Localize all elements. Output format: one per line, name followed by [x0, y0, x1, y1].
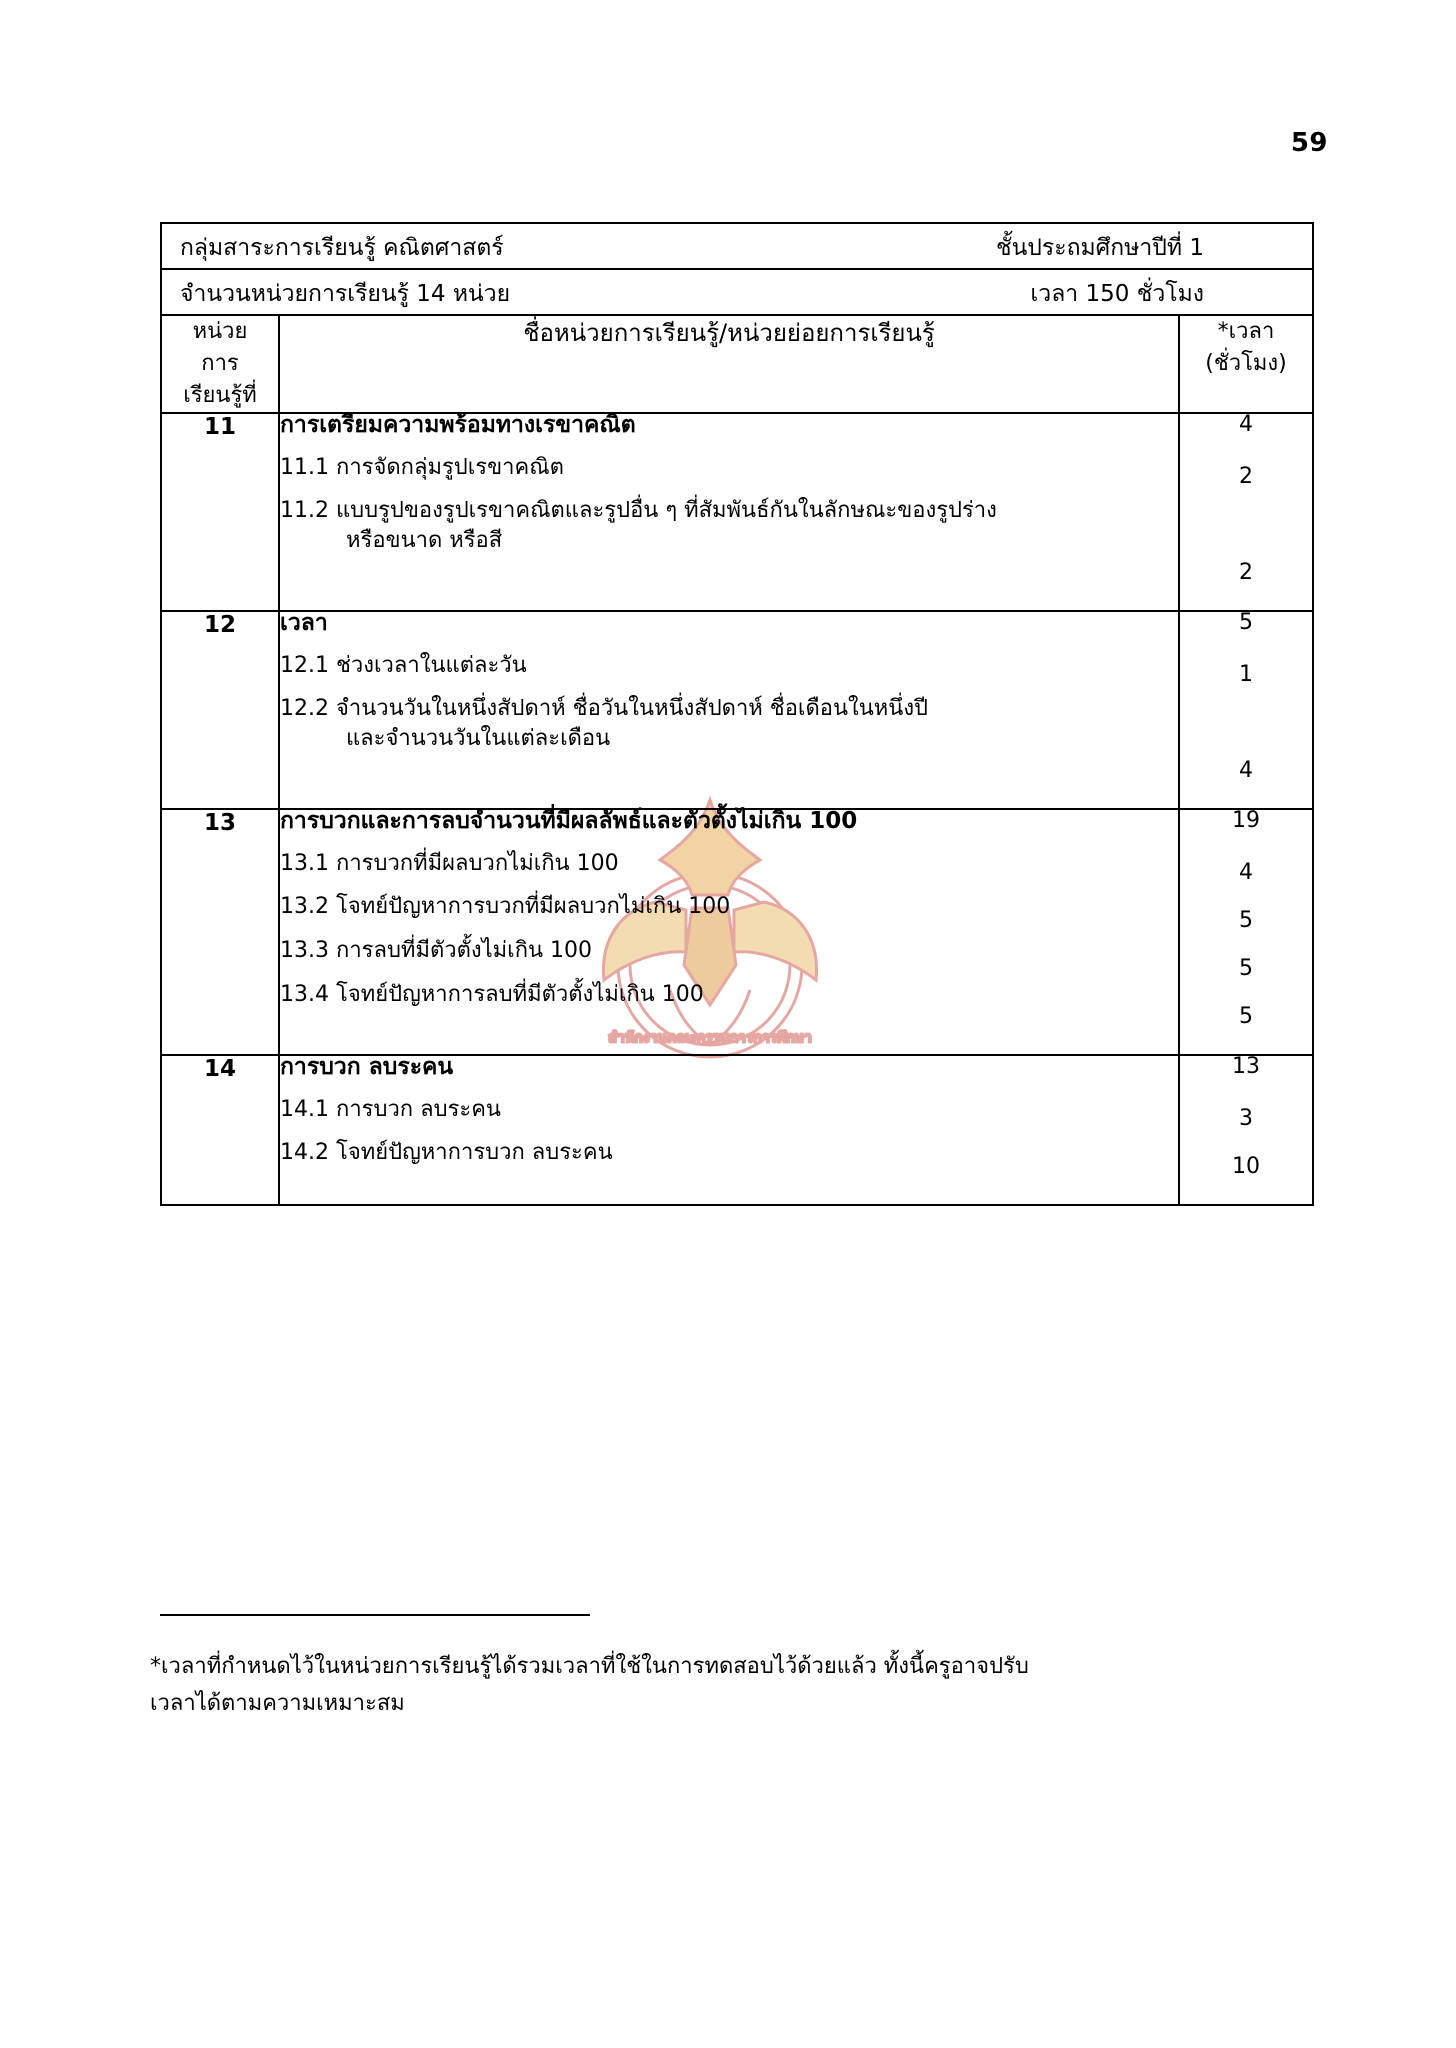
sub-unit-number: 14.2	[280, 1140, 329, 1166]
sub-unit-text-cont: หรือขนาด หรือสี	[346, 528, 503, 554]
column-header-time	[1179, 315, 1313, 413]
spacer	[1180, 514, 1312, 562]
sub-unit	[280, 651, 1178, 681]
sub-unit	[280, 1138, 1178, 1168]
sub-unit-time: 5	[1239, 907, 1253, 933]
unit-time-total: 13	[1232, 1053, 1260, 1079]
sub-unit-text: การลบที่มีตัวตั้งไม่เกิน 100	[336, 938, 593, 964]
sub-unit	[280, 892, 1178, 922]
sub-unit-number: 13.2	[280, 894, 329, 920]
sub-unit-text: การจัดกลุ่มรูปเรขาคณิต	[336, 454, 564, 480]
page-number: 59	[1290, 128, 1328, 158]
table-column-headers	[161, 315, 1313, 413]
footnote-divider	[160, 1614, 590, 1616]
footnote-line-1: *เวลาที่กำหนดไว้ในหน่วยการเรียนรู้ได้รวมเวลาที่ใช้ในการทดสอบไว้ด้วยแล้ว ทั้งนี้ครูอาจปรับ	[150, 1654, 1029, 1679]
sub-unit	[280, 496, 1178, 555]
unit-number: 11	[161, 413, 279, 611]
sub-unit-time: 4	[1239, 757, 1253, 783]
svg-text:สำนักงานคณะกรรมการการศึกษา: สำนักงานคณะกรรมการการศึกษา	[608, 1030, 812, 1046]
sub-unit-text: การบวก ลบระคน	[336, 1096, 501, 1122]
footnote-line-2: เวลาได้ตามความเหมาะสม	[150, 1691, 405, 1717]
column-header-unit-no-l1: หน่วย	[192, 319, 248, 344]
unit-time	[1179, 611, 1313, 809]
header-grade: ชั้นประถมศึกษาปีที่ 1	[995, 235, 1204, 261]
sub-unit-number: 13.1	[280, 850, 329, 876]
sub-unit-time: 10	[1232, 1153, 1260, 1179]
column-header-unit-no	[161, 315, 279, 413]
sub-unit-number: 12.1	[280, 652, 329, 678]
sub-unit	[280, 849, 1178, 879]
unit-time-total: 4	[1239, 411, 1253, 437]
unit-title: เวลา	[280, 609, 328, 636]
sub-unit-text: แบบรูปของรูปเรขาคณิตและรูปอื่น ๆ ที่สัมพันธ์กันในลักษณะของรูปร่าง	[336, 498, 997, 524]
header-units: จำนวนหน่วยการเรียนรู้ 14 หน่วย	[180, 281, 511, 307]
table-row	[161, 413, 1313, 611]
column-header-unit-no-l3: เรียนรู้ที่	[183, 382, 257, 408]
sub-unit-text: จำนวนวันในหนึ่งสัปดาห์ ชื่อวันในหนึ่งสัปดาห์ ชื่อเดือนในหนึ่งปี	[336, 696, 929, 722]
header-subject: กลุ่มสาระการเรียนรู้ คณิตศาสตร์	[180, 235, 504, 261]
sub-unit	[280, 694, 1178, 753]
sub-unit-time: 5	[1239, 1003, 1253, 1029]
sub-unit-text: ช่วงเวลาในแต่ละวัน	[336, 652, 527, 678]
unit-time	[1179, 1055, 1313, 1205]
unit-title: การเตรียมความพร้อมทางเรขาคณิต	[280, 411, 636, 438]
unit-content	[279, 809, 1179, 1055]
sub-unit-time: 5	[1239, 955, 1253, 981]
unit-time	[1179, 809, 1313, 1055]
sub-unit-time: 2	[1239, 559, 1253, 585]
table-header-line1	[161, 223, 1313, 269]
column-header-time-l1: *เวลา	[1217, 319, 1275, 344]
column-header-time-l2: (ชั่วโมง)	[1205, 350, 1287, 376]
sub-unit-time: 2	[1239, 463, 1253, 489]
column-header-unit-name: ชื่อหน่วยการเรียนรู้/หน่วยย่อยการเรียนรู้	[279, 315, 1179, 413]
spacer	[1180, 712, 1312, 760]
unit-time-total: 5	[1239, 609, 1253, 635]
sub-unit	[280, 1095, 1178, 1125]
header-hours: เวลา 150 ชั่วโมง	[1030, 281, 1204, 307]
footnote	[150, 1648, 1330, 1723]
sub-unit-time: 1	[1239, 661, 1253, 687]
unit-content	[279, 413, 1179, 611]
sub-unit-text-cont: และจำนวนวันในแต่ละเดือน	[346, 726, 611, 752]
sub-unit-time: 3	[1239, 1105, 1253, 1131]
unit-title: การบวกและการลบจำนวนที่มีผลลัพธ์และตัวตั้งไม่เกิน 100	[280, 807, 858, 834]
unit-number: 14	[161, 1055, 279, 1205]
sub-unit-number: 12.2	[280, 696, 329, 722]
table-row	[161, 611, 1313, 809]
unit-time	[1179, 413, 1313, 611]
sub-unit-text: การบวกที่มีผลบวกไม่เกิน 100	[336, 850, 619, 876]
table-row	[161, 1055, 1313, 1205]
unit-title: การบวก ลบระคน	[280, 1053, 454, 1080]
unit-number: 12	[161, 611, 279, 809]
learning-unit-table	[160, 222, 1312, 1206]
sub-unit-number: 11.2	[280, 498, 329, 524]
unit-number: 13	[161, 809, 279, 1055]
sub-unit-number: 14.1	[280, 1096, 329, 1122]
sub-unit-text: โจทย์ปัญหาการลบที่มีตัวตั้งไม่เกิน 100	[336, 981, 704, 1007]
sub-unit-number: 13.4	[280, 981, 329, 1007]
sub-unit-number: 13.3	[280, 938, 329, 964]
sub-unit	[280, 453, 1178, 483]
unit-content	[279, 611, 1179, 809]
sub-unit-text: โจทย์ปัญหาการบวกที่มีผลบวกไม่เกิน 100	[336, 894, 731, 920]
sub-unit	[280, 980, 1178, 1010]
sub-unit-text: โจทย์ปัญหาการบวก ลบระคน	[336, 1140, 613, 1166]
table-row	[161, 809, 1313, 1055]
sub-unit-time: 4	[1239, 859, 1253, 885]
sub-unit	[280, 936, 1178, 966]
column-header-unit-no-l2: การ	[201, 350, 239, 376]
sub-unit-number: 11.1	[280, 454, 329, 480]
unit-content	[279, 1055, 1179, 1205]
unit-time-total: 19	[1232, 807, 1260, 833]
table-header-line2	[161, 269, 1313, 315]
